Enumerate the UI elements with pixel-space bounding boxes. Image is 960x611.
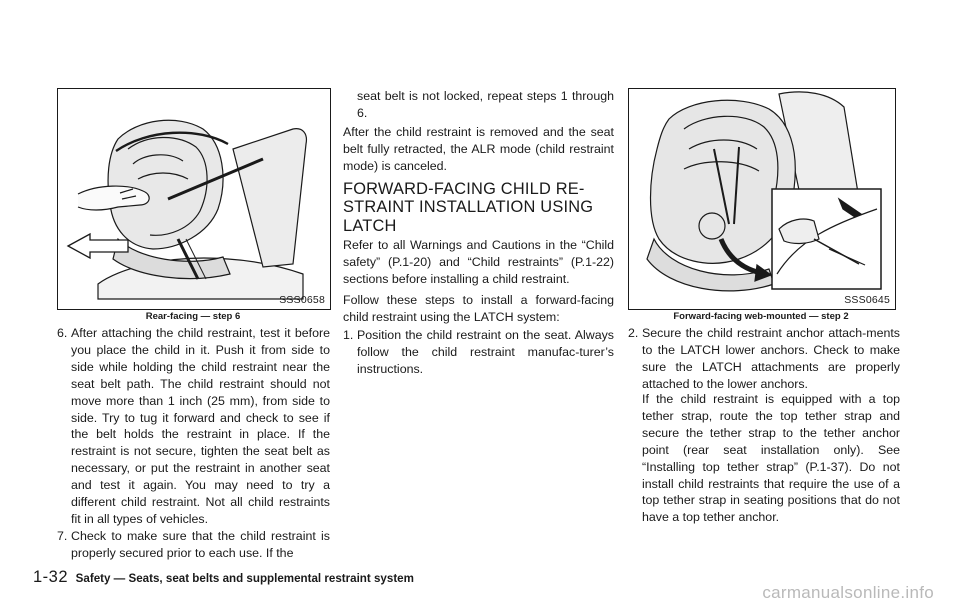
step-number: 1. (343, 328, 354, 342)
page-footer (33, 568, 414, 587)
step-number: 2. (628, 326, 639, 340)
figure-code: SSS0658 (279, 294, 325, 306)
section-title: Safety — Seats, seat belts and supplemental restraint system (75, 572, 414, 585)
figure-forward-facing (628, 88, 896, 310)
step-text: After attaching the child restraint, test it before you place the child in it. Push it from side to side while holding the child restraint near the seat belt path. The child restraint should not move more than 1 inch (25 mm), from side to side. Try to tug it forward and check to see if the belt holds the restraint in place. If the restraint is not secure, tighten the seat belt as necessary, or put the restraint in another seat and test it again. You may need to try a different child restraint. Not all child restraints fit in all types of vehicles. (71, 326, 330, 526)
watermark: carmanualsonline.info (762, 583, 934, 602)
paragraph-alr: After the child restraint is removed and the seat belt fully retracted, the ALR mode (child restraint mode) is canceled. (343, 125, 614, 173)
step-1 (343, 327, 614, 378)
forward-facing-illustration (629, 89, 895, 309)
figure-code: SSS0645 (844, 294, 890, 306)
heading-line: FORWARD-FACING CHILD RE- (343, 180, 585, 198)
step-6 (57, 325, 330, 528)
page-number: 1-32 (33, 568, 69, 586)
step-number: 7. (57, 529, 68, 543)
section-heading (343, 180, 614, 235)
figure-caption: Rear-facing — step 6 (145, 311, 241, 322)
figure-caption: Forward-facing web-mounted — step 2 (673, 311, 849, 322)
step-text: Check to make sure that the child restraint is properly secured prior to each use. If the (71, 529, 330, 560)
step-number: 6. (57, 326, 68, 340)
figure-rear-facing (57, 88, 331, 310)
heading-line: STRAINT INSTALLATION USING (343, 198, 594, 217)
step-2 (628, 325, 900, 393)
step-text: Position the child restraint on the seat. Always follow the child restraint manufac-turer’s instructions. (357, 328, 614, 376)
rear-facing-illustration (58, 89, 330, 309)
step-2-paragraph-2: If the child restraint is equipped with a top tether strap, route the top tether strap and secure the tether strap to the tether anchor point (rear seat installation only). See “Installing top tether strap” (P.1-37). Do not install child restraints that require the use of a top tether strap in seating positions that do not have a top tether anchor. (642, 392, 900, 525)
step-7 (57, 528, 330, 562)
step-7-continued: seat belt is not locked, repeat steps 1 through 6. (357, 89, 614, 120)
step-text: Secure the child restraint anchor attach-ments to the LATCH lower anchors. Check to make sure the LATCH attachments are properly attached to the lower anchors. (642, 326, 900, 391)
heading-line: LATCH (343, 216, 397, 235)
paragraph-follow: Follow these steps to install a forward-facing child restraint using the LATCH system: (343, 293, 614, 324)
paragraph-refer: Refer to all Warnings and Cautions in the “Child safety” (P.1-20) and “Child restraints” (P.1-22) sections before installing a child restraint. (343, 238, 614, 286)
